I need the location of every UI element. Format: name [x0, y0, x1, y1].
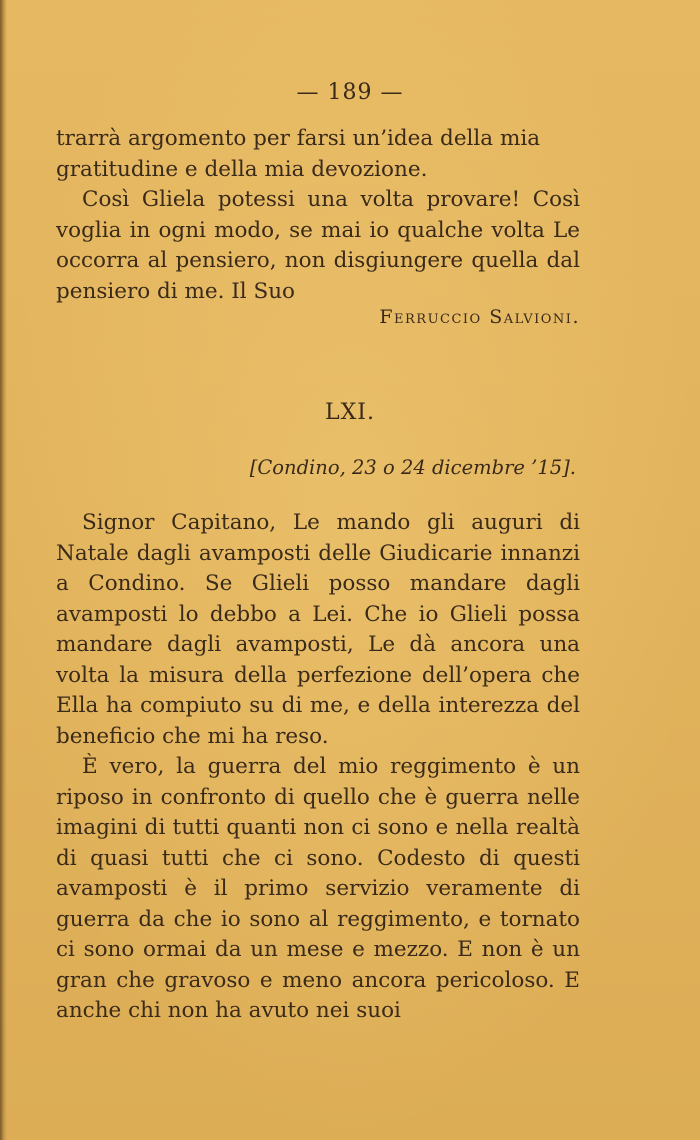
paragraph-4: È vero, la guerra del mio reggimento è un riposo in confronto di quello che è guerra nelle imagini di tutti quanti non ci sono e nella realtà di quasi tutti che ci sono. Codesto di questi avamposti è il primo servizio veramente di guerra da che io sono al reggimento, e tornato ci sono ormai da un mese e mezzo. E non è un gran che gravoso e meno ancora pericoloso. E anche chi non ha avuto nei suoi [56, 754, 580, 1023]
signature: Ferruccio Salvioni. [379, 306, 580, 328]
top-paragraph-line-1: trarrà argomento per farsi un’idea della mia [56, 126, 541, 151]
letter-closing-text [56, 124, 580, 307]
top-paragraph [56, 124, 580, 185]
paragraph-2: Così Gliela potessi una volta provare! Così voglia in ogni modo, se mai io qualche volta Le occorra al pensiero, non disgiungere quella dal pensiero di me. Il Suo [56, 187, 580, 304]
section-heading: LXI. [325, 400, 375, 425]
page-number: — 189 — [296, 80, 404, 105]
paragraph-3: Signor Capitano, Le mando gli auguri di Natale dagli avamposti delle Giudicarie innanzi a Condino. Se Glieli posso mandare dagli avamposti lo debbo a Lei. Che io Glieli possa mandare dagli avamposti, Le dà ancora una volta la misura della perfezione dell’opera che Ella ha compiuto su di me, e della interezza del beneficio che mi ha reso. [56, 510, 580, 749]
date-line: [Condino, 23 o 24 dicembre ’15]. [249, 456, 576, 479]
top-paragraph-line-2: gratitudine e della mia devozione. [56, 156, 428, 182]
letter-body [56, 508, 580, 1027]
page-edge [0, 0, 7, 1140]
